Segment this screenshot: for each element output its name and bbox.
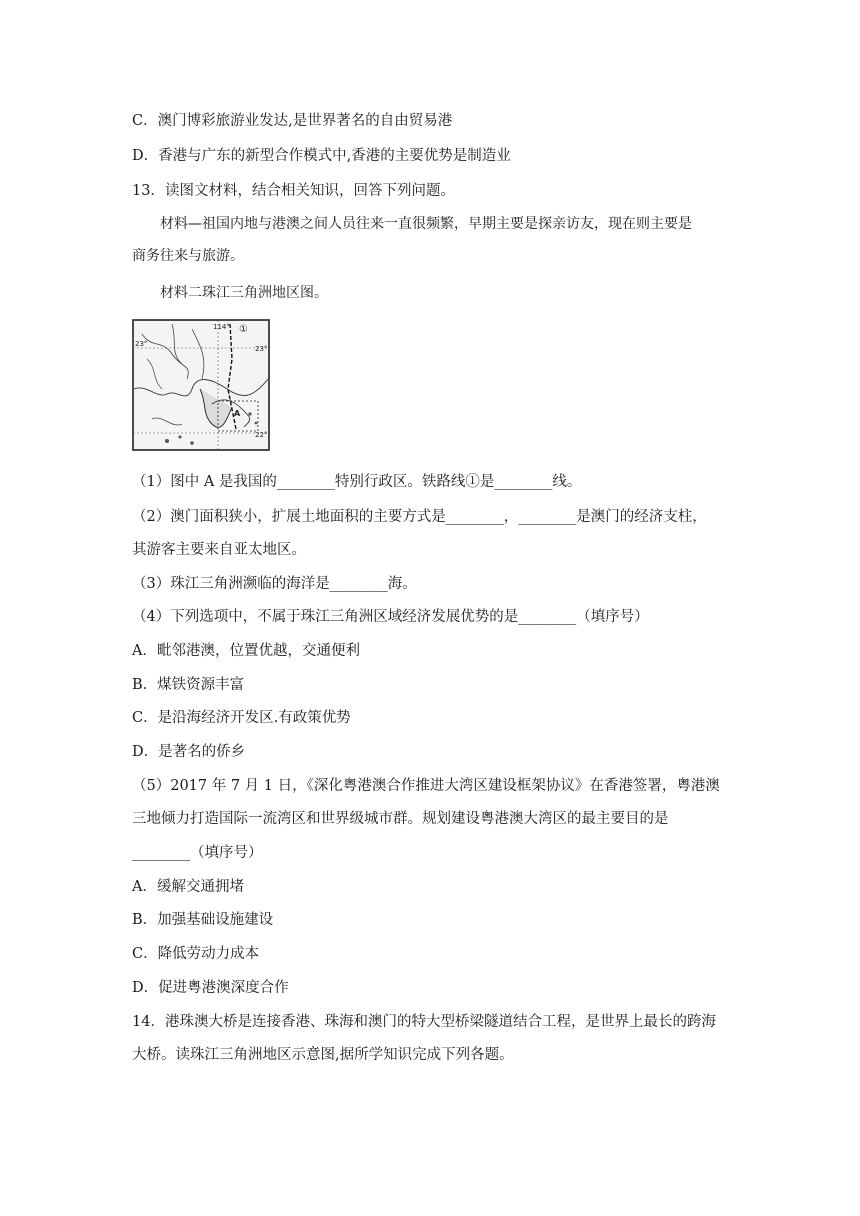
option-13-4-c: C．是沿海经济开发区.有政策优势 xyxy=(132,710,351,726)
question-13-4: （4）下列选项中，不属于珠江三角洲区域经济发展优势的是________（填序号） xyxy=(132,609,649,625)
question-13-stem: 13．读图文材料，结合相关知识，回答下列问题。 xyxy=(132,183,455,199)
option-13-5-a: A．缓解交通拥堵 xyxy=(132,879,244,895)
option-d-prev: D．香港与广东的新型合作模式中,香港的主要优势是制造业 xyxy=(132,148,511,164)
option-13-5-d: D．促进粤港澳深度合作 xyxy=(132,980,289,996)
material-1-line-2: 商务往来与旅游。 xyxy=(132,248,244,264)
map-label-railway: ① xyxy=(239,324,248,335)
option-13-5-b: B．加强基础设施建设 xyxy=(132,912,274,928)
option-c-prev: C．澳门博彩旅游业发达,是世界著名的自由贸易港 xyxy=(132,113,453,129)
map-label-lat-top: 23° xyxy=(255,345,268,353)
question-13-5-cont-2: ________（填序号） xyxy=(132,845,263,861)
question-13-2: （2）澳门面积狭小，扩展土地面积的主要方式是________，________是澳门的经济支柱， xyxy=(132,509,707,525)
map-label-a: A xyxy=(234,409,241,418)
material-2-caption: 材料二珠江三角洲地区图。 xyxy=(160,285,328,301)
map-label-lat-left: 23° xyxy=(135,340,148,348)
question-13-5: （5）2017 年 7 月 1 日，《深化粤港澳合作推进大湾区建设框架协议》在香港签署，粤港澳 xyxy=(132,778,720,794)
map-label-lat-bottom: 22° xyxy=(255,431,268,439)
question-13-3: （3）珠江三角洲濒临的海洋是________海。 xyxy=(132,576,417,592)
question-14-stem: 14．港珠澳大桥是连接香港、珠海和澳门的特大型桥梁隧道结合工程，是世界上最长的跨海 xyxy=(132,1014,716,1030)
pearl-river-delta-map xyxy=(132,319,270,451)
question-14-stem-cont: 大桥。读珠江三角洲地区示意图,据所学知识完成下列各题。 xyxy=(132,1047,514,1063)
option-13-4-d: D．是著名的侨乡 xyxy=(132,744,246,760)
option-13-4-b: B．煤铁资源丰富 xyxy=(132,677,245,693)
option-13-4-a: A．毗邻港澳，位置优越，交通便利 xyxy=(132,643,360,659)
map-label-lon: 114° xyxy=(213,323,230,331)
question-13-5-cont-1: 三地倾力打造国际一流湾区和世界级城市群。规划建设粤港澳大湾区的最主要目的是 xyxy=(132,811,669,827)
question-13-2-cont: 其游客主要来自亚太地区。 xyxy=(132,542,306,558)
question-13-1: （1）图中 A 是我国的________特别行政区。铁路线①是________线。 xyxy=(132,474,582,490)
material-1-line-1: 材料—祖国内地与港澳之间人员往来一直很频繁，早期主要是探亲访友，现在则主要是 xyxy=(160,216,692,232)
option-13-5-c: C．降低劳动力成本 xyxy=(132,946,260,962)
